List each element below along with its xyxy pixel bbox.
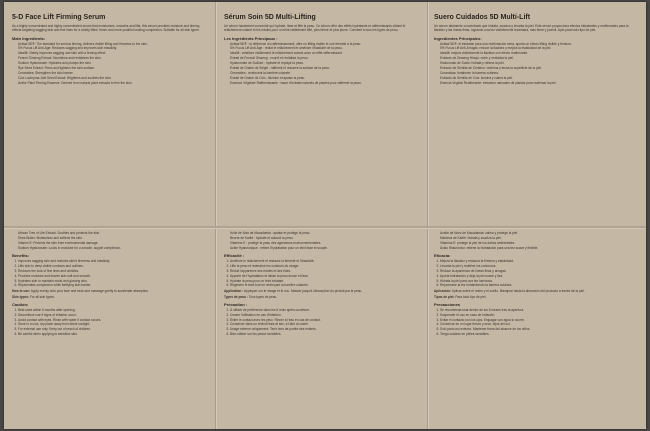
ingredients-list	[12, 42, 208, 85]
ingredients-more-item: • Acide Hyaluronique : retient l'hydratation pour un teint lisse et souple.	[230, 246, 420, 250]
ingredients-item: • Sodium Hyaluronate: Hydrates and plumps the skin.	[18, 61, 208, 65]
benefits-item: 6. Rejuvenates complexion while fortifying skin barrier.	[18, 283, 208, 287]
caution-item: 6. Tenga cuidado en pieles sensibles.	[440, 332, 634, 336]
ingredients-item: • Rye Seed Extract: Firms and tightens the skin surface.	[18, 66, 208, 70]
ingredients-more-item: • Manteca de Karité: hidrata y suaviza la piel.	[440, 236, 634, 240]
caution-item: 3. Avoid contact with eyes. Rinse with water if contact occurs.	[18, 318, 208, 322]
caution-item: 2. Cesser l'utilisation en cas d'irritation.	[230, 313, 420, 317]
caution-item: 1. Best used within 6 months after opening.	[18, 308, 208, 312]
benefits-heading: Eficacia:	[434, 252, 451, 258]
panel-lower-half	[12, 231, 208, 338]
caution-item: 3. Evitar el contacto con los ojos. Enjuagar con agua si ocurre.	[440, 318, 634, 322]
ingredients-more-item: • African Tree of Life Extract: Soothes and protects the skin.	[18, 231, 208, 235]
caution-list	[12, 308, 208, 337]
benefits-heading: Efficacité :	[224, 252, 245, 258]
panel-intro: As a highly concentrated and highly concentrated serum that moisturizes, smooths and lifts, this serum provides moisture and firming effects targeting sagging skin and fine lines for a visibly lifted, firmer and more youthful looking complexion. Suitable for all skin types.	[12, 24, 200, 33]
benefits-list	[434, 259, 634, 288]
ingredients-item: • Actisal 5D®: The standard for serious firming, delivers visible lifting and firmness to the skin.	[18, 42, 208, 46]
caution-item: 5. Solo para uso externo. Mantener fuera del alcance de los niños.	[440, 327, 634, 331]
ingredients-list-continued	[12, 231, 208, 250]
caution-item: 1. À utiliser de préférence dans les 6 mois après ouverture.	[230, 308, 420, 312]
caution-item: 5. For external use only. Keep out of reach of children.	[18, 327, 208, 331]
panel-english	[12, 6, 208, 425]
ingredients-item: • Ceramides: Strengthen the skin barrier.	[18, 71, 208, 75]
ingredients-item: • Active Plant Firming Essence: Derived from natural plant extracts to firm the skin.	[18, 81, 208, 85]
ingredients-more-item: • Aceite de Nuez de Macadamia: calma y protege la piel.	[440, 231, 634, 235]
ingredients-more-item: • Vitamin E: Protects the skin from environmental damage.	[18, 241, 208, 245]
ingredients-item: • 5% Fucus Lift Anti-Age: Reduces sagging and improves skin elasticity.	[18, 46, 208, 50]
skin-types: Skin types: For all skin types.	[12, 294, 55, 299]
caution-item: 4. Conserver dans un endroit frais et sec, à l'abri du soleil.	[230, 322, 420, 326]
ingredients-item: • Extrait de Graine de Seigle : raffermit et resserre la surface de la peau.	[230, 66, 420, 70]
caution-list	[224, 308, 420, 337]
caution-item: 6. Bien utiliser sur les peaux sensibles.	[230, 332, 420, 336]
panel-lower-half	[434, 231, 634, 338]
panel-intro: Un sérum altamente concentrado que hidrata, suaviza y levanta la piel. Este sérum proporciona efectos hidratantes y reafirmantes para la flacidez y las líneas finas, logrando una tez visiblemente levantada, más firme y juvenil. Apto para todo tipo de piel.	[434, 24, 629, 33]
panel-lower-half	[224, 231, 420, 338]
benefits-item: 6. Régénère le teint tout en renforçant la barrière cutanée.	[230, 283, 420, 287]
benefits-item: 1. Mejora la flacidez y restaura la firmeza y elasticidad.	[440, 259, 634, 263]
caution-item: 1. Se recomienda usar dentro de los 6 meses tras la apertura.	[440, 308, 634, 312]
benefits-item: 6. Rejuvenece la tez fortaleciendo la barrera cutánea.	[440, 283, 634, 287]
ingredients-item: • Extracto de Ginseng Hinojo: nutre y revitaliza la piel.	[440, 56, 634, 60]
caution-item: 5. Usage externe uniquement. Tenir hors de portée des enfants.	[230, 327, 420, 331]
ingredients-item: • Céramides : renforcent la barrière cutanée.	[230, 71, 420, 75]
ingredients-more-item: • Beurre de Karité : hydrate et adoucit la peau.	[230, 236, 420, 240]
benefits-item: 4. Apporte de l'hydratation et laisse la peau douce et lisse.	[230, 274, 420, 278]
caution-item: 2. Suspender el uso en caso de irritación.	[440, 313, 634, 317]
caution-item: 2. Discontinue use if signs of irritation occur.	[18, 313, 208, 317]
panel-french	[224, 6, 420, 425]
panel-title: Sérum Soin 5D Multi-Lifting	[224, 14, 316, 21]
ingredients-item: • Ceramidas: fortalecen la barrera cutánea.	[440, 71, 634, 75]
how-to-use: Aplicación: Aplicar sobre el rostro y el cuello. Masajear hasta la absorción del producto a través de la piel.	[434, 288, 585, 293]
benefits-list	[224, 259, 420, 288]
benefits-item: 5. Hydrate la peau pour un teint éclatant.	[230, 279, 420, 283]
ingredients-more-item: • Huile de Noix de Macadamia : apaise et protège la peau.	[230, 231, 420, 235]
caution-heading: Precauciones	[434, 301, 461, 307]
benefits-item: 4. Aporta hidratación y deja la piel suave y lisa.	[440, 274, 634, 278]
how-to-use: How to use: Apply evenly onto your face and neck and massage gently to accelerate absorption.	[12, 288, 149, 293]
benefits-item: 5. Hydrates skin to maintain moist and glowing skin.	[18, 279, 208, 283]
fold-line-left	[215, 2, 216, 429]
ingredients-list-continued	[434, 231, 634, 250]
ingredients-item: • Extrait de Graine de Coix : illumine et apaise la peau.	[230, 76, 420, 80]
benefits-list	[12, 259, 208, 288]
benefits-item: 3. Reduces the look of fine lines and wrinkles.	[18, 269, 208, 273]
panel-title: Suero Cuidados 5D Multi-Lift	[434, 14, 531, 21]
ingredients-heading: Les Ingrédients Principaux :	[224, 35, 278, 41]
ingredients-heading: Main Ingredients:	[12, 35, 46, 41]
benefits-item: 3. Reduce la apariencia de líneas finas y arrugas.	[440, 269, 634, 273]
caution-list	[434, 308, 634, 337]
how-to-use: Application : Appliquer sur le visage et le cou. Masser jusqu'à l'absorption du produit par la peau.	[224, 288, 363, 293]
ingredients-item: • Hyaluronate de Sodium : hydrate et repulpe la peau.	[230, 61, 420, 65]
instruction-leaflet	[4, 2, 646, 429]
benefits-item: 2. Levanta la piel y redefine los contornos.	[440, 264, 634, 268]
caution-item: 3. Éviter le contact avec les yeux. Rincer à l'eau en cas de contact.	[230, 318, 420, 322]
benefits-item: 2. Lifte la peau et redessine les contours du visage.	[230, 264, 420, 268]
ingredients-item: • 5% Fucus Lift Anti-Arrugas: reduce la flacidez y mejora la elasticidad de la piel.	[440, 46, 634, 50]
ingredients-item: • Essence Végétale Raffermissante : issue d'extraits naturels de plantes pour raffermir la peau.	[230, 81, 420, 85]
caution-heading: Précaution :	[224, 301, 248, 307]
ingredients-item: • Actisal 5D® : la référence du raffermissement, offre un lifting visible et une fermeté à la peau.	[230, 42, 420, 46]
ingredients-list-continued	[224, 231, 420, 250]
benefits-item: 1. Améliore le relâchement et restaure la fermeté et l'élasticité.	[230, 259, 420, 263]
ingredients-item: • Extracto de Semilla de Centeno: reafirma y tensa la superficie de la piel.	[440, 66, 634, 70]
caution-heading: Caution:	[12, 301, 29, 307]
ingredients-more-item: • Vitamina E: protege la piel de los daños ambientales.	[440, 241, 634, 245]
ingredients-item: • 5% Fucus Lift Anti-Âge : réduit le relâchement et améliore l'élasticité de la peau.	[230, 46, 420, 50]
ingredients-item: • Idealift: mejora visiblemente la flacidez con efecto reafirmante.	[440, 51, 634, 55]
benefits-item: 3. Réduit l'apparence des ridules et des rides.	[230, 269, 420, 273]
benefits-item: 1. Improves sagging skin and restores skin's firmness and elasticity.	[18, 259, 208, 263]
skin-types: Types de peau : Tous types de peau.	[224, 294, 278, 299]
ingredients-item: • Idealift : améliore visiblement le relâchement cutané avec un effet raffermissant.	[230, 51, 420, 55]
ingredients-item: • Extrait de Fenouil Ginseng : nourrit et revitalise la peau.	[230, 56, 420, 60]
ingredients-item: • Coix Lachryma-Jobi Seed Extract: Brightens and soothes the skin.	[18, 76, 208, 80]
ingredients-more-item: • Shea Butter: Moisturizes and softens the skin.	[18, 236, 208, 240]
fold-line-right	[427, 2, 428, 429]
caution-item: 4. Conservar en un lugar fresco y seco, lejos del sol.	[440, 322, 634, 326]
ingredients-item: • Esencia Vegetal Reafirmante: extractos naturales de plantas para reafirmar la piel.	[440, 81, 634, 85]
ingredients-list	[434, 42, 634, 85]
ingredients-item: • Extracto de Semilla de Coix: ilumina y calma la piel.	[440, 76, 634, 80]
ingredients-item: • Actisal 5D®: el estándar para una reafirmación seria, aporta un efecto lifting visible y firmeza.	[440, 42, 634, 46]
ingredients-item: • Idealift: Visibly improves sagging and skin with a firming effect.	[18, 51, 208, 55]
skin-types: Tipos de piel: Para todo tipo de piel.	[434, 294, 487, 299]
ingredients-heading: Ingredientes Principales:	[434, 35, 482, 41]
ingredients-more-item: • Ácido Hialurónico: retiene la hidratación para una tez suave y flexible.	[440, 246, 634, 250]
caution-item: 4. Store in a cool, dry place away from direct sunlight.	[18, 322, 208, 326]
benefits-item: 4. Provides moisture and leaves skin soft and smooth.	[18, 274, 208, 278]
panel-title: 5-D Face Lift Firming Serum	[12, 14, 106, 21]
caution-item: 6. Be careful when applying to sensitive skin.	[18, 332, 208, 336]
ingredients-more-item: • Sodium Hyaluronate: Locks in moisture for a smooth, supple complexion.	[18, 246, 208, 250]
ingredients-item: • Hialuronato de Sodio: hidrata y rellena la piel.	[440, 61, 634, 65]
benefits-heading: Benefits:	[12, 252, 30, 258]
benefits-item: 5. Hidrata la piel para una tez luminosa.	[440, 279, 634, 283]
ingredients-more-item: • Vitamine E : protège la peau des agressions environnementales.	[230, 241, 420, 245]
ingredients-item: • Fennel Ginseng Extract: Nourishes and revitalizes the skin.	[18, 56, 208, 60]
benefits-item: 2. Lifts skin to deep visible contours and outlines.	[18, 264, 208, 268]
panel-spanish	[434, 6, 634, 425]
panel-intro: Un sérum hautement concentré qui hydrate, lisse et lifte la peau. Ce sérum offre des effets hydratants et raffermissants ciblant le relâchement cutané et les ridules pour un teint visiblement lifté, plus ferme et plus jeune. Convient à tous les types de peau.	[224, 24, 406, 33]
ingredients-list	[224, 42, 420, 85]
